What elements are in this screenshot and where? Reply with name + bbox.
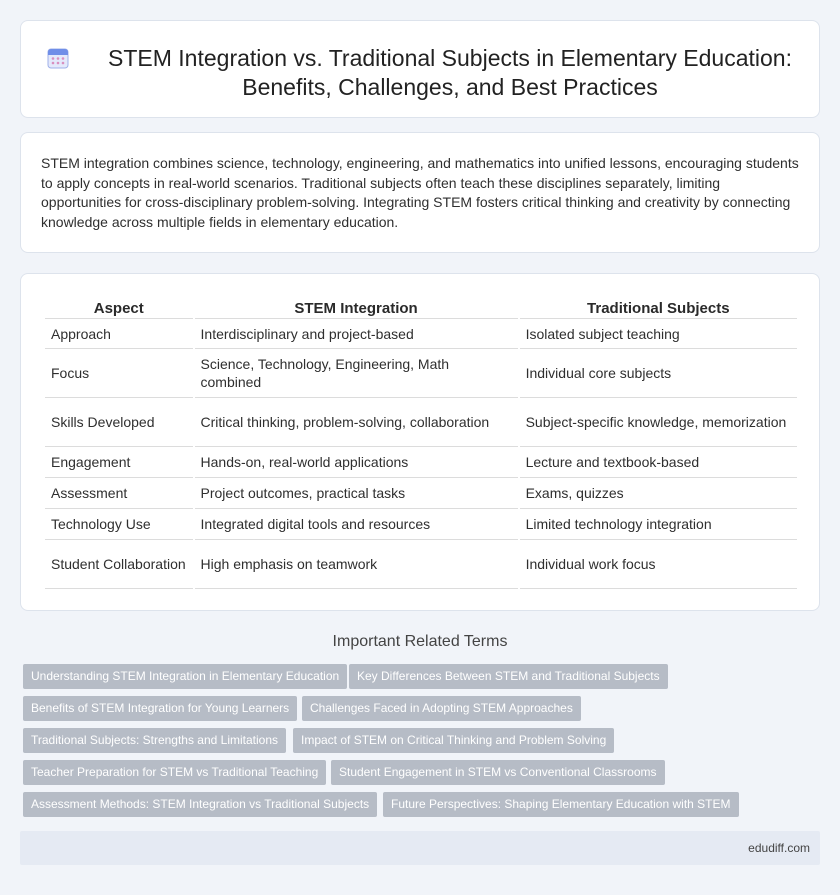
table-cell: Skills Developed	[45, 398, 193, 447]
footer	[20, 831, 820, 865]
table-row	[45, 398, 797, 447]
page-title: STEM Integration vs. Traditional Subjects in Elementary Education: Benefits, Challenges, and Best Practices	[108, 45, 792, 100]
table-cell: Limited technology integration	[520, 509, 797, 540]
title-card	[20, 20, 820, 118]
table-cell: Approach	[45, 319, 193, 349]
related-term-tag[interactable]: Student Engagement in STEM vs Conventional Classrooms	[331, 760, 665, 785]
header-stem-integration: STEM Integration	[195, 297, 518, 319]
intro-card	[20, 132, 820, 253]
related-term-tag[interactable]: Future Perspectives: Shaping Elementary Education with STEM	[383, 792, 739, 817]
table-cell: Engagement	[45, 447, 193, 478]
table-row	[45, 509, 797, 540]
related-term-tag[interactable]: Traditional Subjects: Strengths and Limitations	[23, 728, 286, 753]
table-cell: High emphasis on teamwork	[195, 540, 518, 589]
table-cell: Interdisciplinary and project-based	[195, 319, 518, 349]
table-cell: Exams, quizzes	[520, 478, 797, 509]
intro-paragraph: STEM integration combines science, technology, engineering, and mathematics into unified lessons, encouraging students to apply concepts in real-world scenarios. Traditional subjects often teach these disciplines separately, limiting opportunities for cross-disciplinary problem-solving. Integrating STEM fosters critical thinking and creativity by connecting knowledge across multiple fields in elementary education.	[41, 155, 799, 230]
comparison-table	[43, 297, 799, 589]
table-row	[45, 349, 797, 398]
related-term-tag[interactable]: Impact of STEM on Critical Thinking and Problem Solving	[293, 728, 614, 753]
related-term-tag[interactable]: Assessment Methods: STEM Integration vs Traditional Subjects	[23, 792, 377, 817]
table-row	[45, 319, 797, 349]
header-traditional-subjects: Traditional Subjects	[520, 297, 797, 319]
table-cell: Subject-specific knowledge, memorization	[520, 398, 797, 447]
related-term-tag[interactable]: Challenges Faced in Adopting STEM Approaches	[302, 696, 581, 721]
related-terms-title: Important Related Terms	[332, 633, 508, 650]
table-cell: Project outcomes, practical tasks	[195, 478, 518, 509]
table-cell: Technology Use	[45, 509, 193, 540]
header-aspect: Aspect	[45, 297, 193, 319]
table-row	[45, 540, 797, 589]
table-cell: Science, Technology, Engineering, Math combined	[195, 349, 518, 398]
table-cell: Critical thinking, problem-solving, collaboration	[195, 398, 518, 447]
table-cell: Focus	[45, 349, 193, 398]
calendar-icon	[47, 47, 69, 69]
table-cell: Student Collaboration	[45, 540, 193, 589]
table-cell: Assessment	[45, 478, 193, 509]
related-term-tag[interactable]: Benefits of STEM Integration for Young Learners	[23, 696, 297, 721]
table-header-row	[45, 297, 797, 319]
table-row	[45, 478, 797, 509]
table-cell: Hands-on, real-world applications	[195, 447, 518, 478]
table-cell: Individual work focus	[520, 540, 797, 589]
table-cell: Integrated digital tools and resources	[195, 509, 518, 540]
comparison-table-card	[20, 273, 820, 611]
related-term-tag[interactable]: Understanding STEM Integration in Elementary Education	[23, 664, 347, 689]
related-term-tag[interactable]: Teacher Preparation for STEM vs Traditional Teaching	[23, 760, 326, 785]
table-cell: Individual core subjects	[520, 349, 797, 398]
footer-site-link[interactable]: edudiff.com	[748, 841, 810, 855]
table-cell: Isolated subject teaching	[520, 319, 797, 349]
related-term-tag[interactable]: Key Differences Between STEM and Traditional Subjects	[349, 664, 668, 689]
table-row	[45, 447, 797, 478]
table-cell: Lecture and textbook-based	[520, 447, 797, 478]
